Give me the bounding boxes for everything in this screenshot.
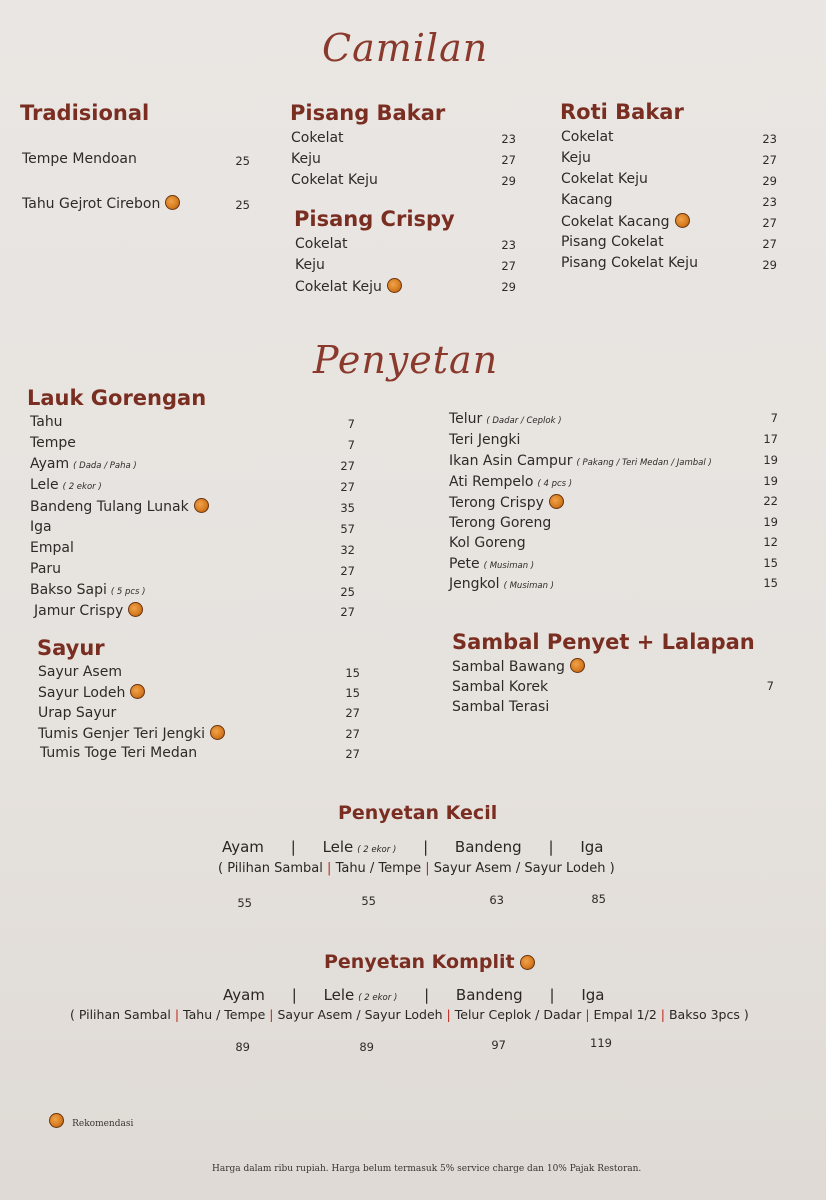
penyetan-komplit-heading: Penyetan Komplit [324, 951, 535, 973]
menu-item: Cokelat Keju [295, 278, 402, 295]
menu-item: Terong Goreng [449, 515, 552, 531]
menu-item: Tumis Genjer Teri Jengki [38, 725, 225, 742]
item-price: 25 [235, 198, 250, 212]
kecil-price-ayam: 55 [237, 896, 252, 910]
item-price: 27 [340, 459, 355, 473]
item-price: 27 [345, 727, 360, 741]
menu-item: Tempe [30, 435, 76, 451]
menu-item: Cokelat Kacang [561, 213, 690, 230]
menu-item: Cokelat [295, 236, 348, 252]
item-price: 27 [762, 153, 777, 167]
menu-item: Empal [30, 540, 74, 556]
item-price: 15 [345, 686, 360, 700]
menu-item: Sambal Korek [452, 679, 549, 695]
menu-item: Cokelat Keju [291, 172, 378, 188]
menu-item: Jengkol ( Musiman ) [449, 576, 555, 592]
item-price: 27 [501, 153, 516, 167]
menu-item: Cokelat [561, 129, 614, 145]
item-price: 7 [770, 411, 778, 425]
recommend-icon [165, 195, 180, 210]
camilan-title: Camilan [322, 26, 489, 70]
recommend-icon [549, 494, 564, 509]
menu-item: Teri Jengki [449, 432, 521, 448]
item-price: 23 [762, 195, 777, 209]
menu-item: Tahu [30, 414, 63, 430]
kecil-price-lele: 55 [361, 894, 376, 908]
pisang-bakar-heading: Pisang Bakar [290, 101, 446, 125]
item-price: 7 [347, 438, 355, 452]
menu-item: Kol Goreng [449, 535, 526, 551]
komplit-price-ayam: 89 [235, 1040, 250, 1054]
sambal-heading: Sambal Penyet + Lalapan [452, 630, 755, 654]
menu-item: Sambal Terasi [452, 699, 550, 715]
item-price: 27 [340, 564, 355, 578]
item-price: 25 [235, 154, 250, 168]
legend [44, 1111, 133, 1130]
menu-item: Terong Crispy [449, 494, 564, 511]
menu-item: Tahu Gejrot Cirebon [22, 195, 180, 212]
item-price: 29 [501, 174, 516, 188]
menu-item: Lele ( 2 ekor ) [30, 477, 102, 493]
recommend-icon [130, 684, 145, 699]
menu-item: Ayam ( Dada / Paha ) [30, 456, 137, 472]
recommend-icon [570, 658, 585, 673]
kecil-price-bandeng: 63 [489, 893, 504, 907]
menu-item: Telur ( Dadar / Ceplok ) [449, 411, 562, 427]
menu-item: Tempe Mendoan [22, 151, 137, 167]
sayur-heading: Sayur [37, 636, 105, 660]
item-price: 35 [340, 501, 355, 515]
item-price: 27 [345, 747, 360, 761]
menu-item: Urap Sayur [38, 705, 117, 721]
menu-item: Pete ( Musiman ) [449, 556, 535, 572]
menu-item: Tumis Toge Teri Medan [40, 745, 198, 761]
item-price: 32 [340, 543, 355, 557]
menu-item: Sambal Bawang [452, 658, 585, 675]
menu-item: Cokelat [291, 130, 344, 146]
recommend-icon [210, 725, 225, 740]
recommend-icon [387, 278, 402, 293]
kecil-includes: ( Pilihan Sambal | Tahu / Tempe | Sayur Asem / Sayur Lodeh ) [218, 861, 615, 876]
item-price: 27 [345, 706, 360, 720]
menu-item: Paru [30, 561, 62, 577]
menu-item: Pisang Cokelat [561, 234, 664, 250]
item-price: 23 [501, 132, 516, 146]
komplit-includes: ( Pilihan Sambal | Tahu / Tempe | Sayur Asem / Sayur Lodeh | Telur Ceplok / Dadar | Empal 1/2 | Bakso 3pcs ) [70, 1007, 749, 1022]
menu-item: Keju [291, 151, 321, 167]
komplit-price-lele: 89 [359, 1040, 374, 1054]
komplit-options: Ayam | Lele ( 2 ekor ) | Bandeng | Iga [223, 986, 605, 1004]
item-price: 23 [501, 238, 516, 252]
item-price: 19 [763, 453, 778, 467]
item-price: 22 [763, 494, 778, 508]
menu-item: Jamur Crispy [34, 602, 143, 619]
kecil-options: Ayam | Lele ( 2 ekor ) | Bandeng | Iga [222, 838, 604, 856]
item-price: 7 [766, 679, 774, 693]
menu-item: Bandeng Tulang Lunak [30, 498, 209, 515]
penyetan-title: Penyetan [313, 338, 499, 382]
item-price: 27 [762, 216, 777, 230]
item-price: 57 [340, 522, 355, 536]
menu-item: Cokelat Keju [561, 171, 648, 187]
item-price: 12 [763, 535, 778, 549]
menu-item: Pisang Cokelat Keju [561, 255, 698, 271]
menu-item: Sayur Lodeh [38, 684, 145, 701]
komplit-price-iga: 119 [590, 1036, 612, 1050]
pisang-crispy-heading: Pisang Crispy [294, 207, 455, 231]
item-price: 25 [340, 585, 355, 599]
recommend-icon [49, 1113, 64, 1128]
penyetan-kecil-heading: Penyetan Kecil [338, 802, 498, 824]
kecil-price-iga: 85 [591, 892, 606, 906]
item-price: 27 [501, 259, 516, 273]
komplit-price-bandeng: 97 [491, 1038, 506, 1052]
menu-item: Iga [30, 519, 52, 535]
footer-note: Harga dalam ribu rupiah. Harga belum termasuk 5% service charge dan 10% Pajak Restoran. [212, 1164, 642, 1174]
menu-item: Ikan Asin Campur ( Pakang / Teri Medan / Jambal ) [449, 453, 712, 469]
item-price: 29 [762, 174, 777, 188]
recommend-icon [128, 602, 143, 617]
item-price: 27 [762, 237, 777, 251]
item-price: 15 [763, 576, 778, 590]
recommend-icon [675, 213, 690, 228]
item-price: 15 [763, 556, 778, 570]
menu-item: Keju [295, 257, 325, 273]
menu-item: Ati Rempelo ( 4 pcs ) [449, 474, 573, 490]
tradisional-heading: Tradisional [20, 101, 150, 125]
roti-bakar-heading: Roti Bakar [560, 100, 684, 124]
item-price: 19 [763, 474, 778, 488]
item-price: 29 [501, 280, 516, 294]
menu-item: Sayur Asem [38, 664, 122, 680]
item-price: 17 [763, 432, 778, 446]
item-price: 15 [345, 666, 360, 680]
recommend-icon [520, 955, 535, 970]
recommend-icon [194, 498, 209, 513]
menu-item: Keju [561, 150, 591, 166]
menu-item: Kacang [561, 192, 613, 208]
lauk-gorengan-heading: Lauk Gorengan [27, 386, 207, 410]
item-price: 27 [340, 480, 355, 494]
item-price: 19 [763, 515, 778, 529]
item-price: 23 [762, 132, 777, 146]
legend-label: Rekomendasi [72, 1119, 134, 1129]
menu-item: Bakso Sapi ( 5 pcs ) [30, 582, 146, 598]
item-price: 7 [347, 417, 355, 431]
item-price: 29 [762, 258, 777, 272]
item-price: 27 [340, 605, 355, 619]
